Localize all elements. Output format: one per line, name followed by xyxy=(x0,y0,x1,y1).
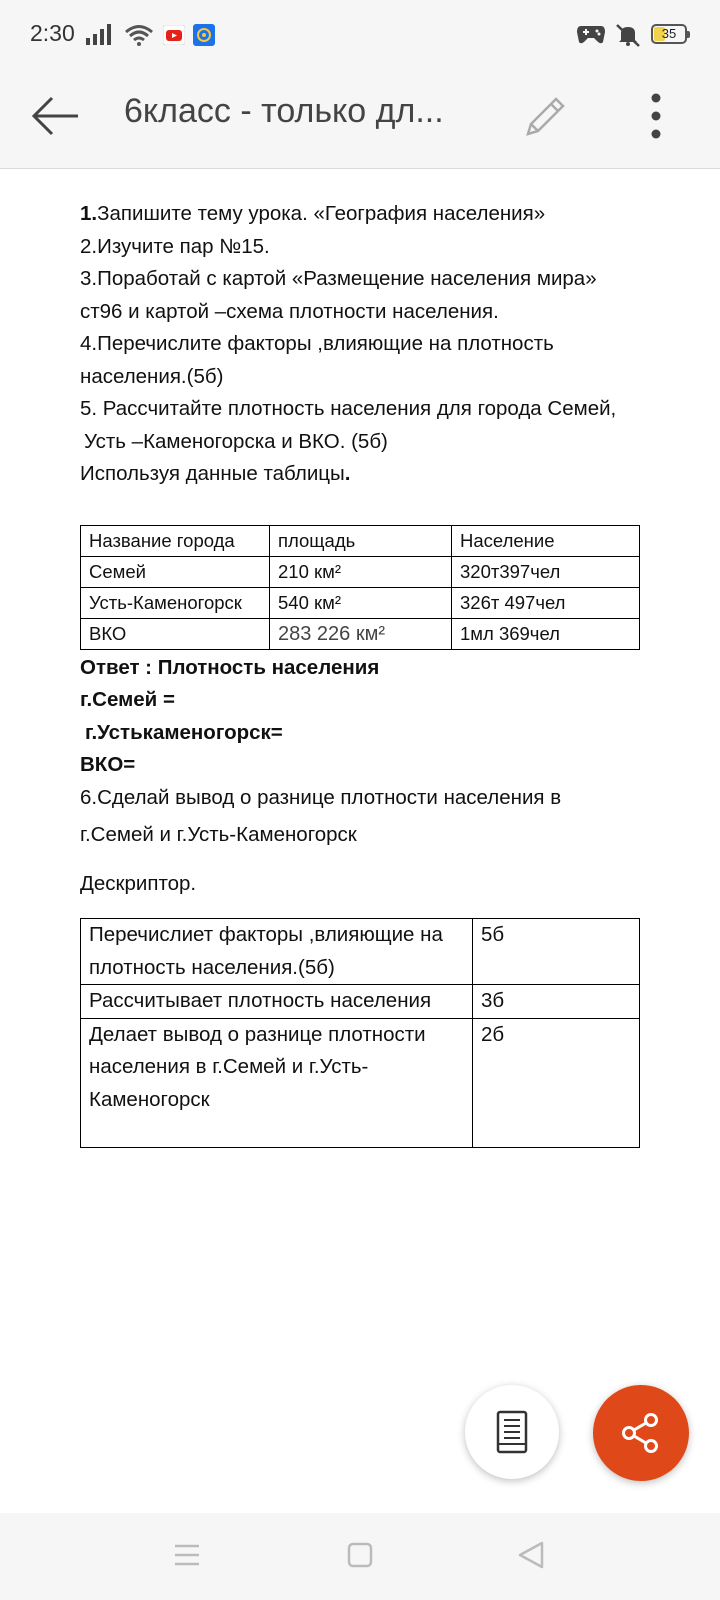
table-cell: 540 км² xyxy=(270,587,452,618)
table-cell: Семей xyxy=(81,556,270,587)
mail-icon xyxy=(193,24,215,46)
table-cell: Рассчитывает плотность населения xyxy=(81,985,473,1019)
battery-icon xyxy=(651,24,687,44)
status-bar xyxy=(0,0,720,70)
table-cell: 283 226 км² xyxy=(270,618,452,649)
task-5-note-dot: . xyxy=(344,462,351,485)
table-cell: Перечислиет факторы ,влияющие на плотность населения.(5б) xyxy=(81,919,473,985)
table-cell: ВКО xyxy=(81,618,270,649)
table-cell: 210 км² xyxy=(270,556,452,587)
task-1-number: 1. xyxy=(80,202,98,225)
task-6-cont: г.Семей и г.Усть-Каменогорск xyxy=(80,823,357,846)
task-5: 5. Рассчитайте плотность населения для города Семей, xyxy=(80,397,617,420)
task-5-cont: Усть –Каменогорска и ВКО. (5б) xyxy=(84,429,388,453)
table-header-cell: площадь xyxy=(270,525,452,556)
task-2: 2.Изучите пар №15. xyxy=(80,234,270,258)
back-icon[interactable] xyxy=(517,1540,545,1570)
signal-icon xyxy=(86,24,114,46)
table-cell: Делает вывод о разнице плотности населения в г.Семей и г.Усть-Каменогорск xyxy=(81,1018,473,1147)
table-cell: Усть-Каменогорск xyxy=(81,587,270,618)
task-4: 4.Перечислите факторы ,влияющие на плотность населения.(5б) xyxy=(80,332,554,388)
document-page xyxy=(80,198,640,1148)
table-cell: 5б xyxy=(473,919,640,985)
share-icon xyxy=(619,1411,663,1455)
task-1-text: Запишите тему урока. «География населения» xyxy=(97,202,546,225)
answer-semey: г.Семей = xyxy=(80,688,175,711)
answer-vko: ВКО= xyxy=(80,753,136,776)
app-bar xyxy=(0,70,720,169)
mute-icon xyxy=(614,22,642,48)
document-mode-button[interactable] xyxy=(465,1385,559,1479)
task-5-note xyxy=(80,458,640,491)
table-row xyxy=(81,556,640,587)
edit-button[interactable] xyxy=(518,88,574,144)
descriptor-title: Дескриптор. xyxy=(80,871,197,895)
descriptor-table xyxy=(80,918,640,1148)
table-row xyxy=(81,985,640,1019)
wifi-icon xyxy=(124,24,154,46)
game-icon xyxy=(576,22,606,46)
more-options-button[interactable] xyxy=(636,88,676,144)
document-icon xyxy=(495,1410,529,1454)
answer-block xyxy=(80,652,640,782)
table-header-cell: Население xyxy=(452,525,640,556)
table-row xyxy=(81,587,640,618)
arrow-left-icon xyxy=(28,88,84,144)
task-5-note-text: Используя данные таблицы xyxy=(80,462,345,485)
table-header-row xyxy=(81,525,640,556)
menu-icon[interactable] xyxy=(174,1543,200,1567)
table-cell: 2б xyxy=(473,1018,640,1147)
table-cell: 1мл 369чел xyxy=(452,618,640,649)
answer-title: Ответ : Плотность населения xyxy=(80,655,380,679)
table-header-cell: Название города xyxy=(81,525,270,556)
youtube-icon xyxy=(163,25,185,45)
page-title: 6класс - только дл... xyxy=(124,92,444,130)
pencil-icon xyxy=(518,88,574,144)
table-row xyxy=(81,618,640,649)
system-nav-bar xyxy=(0,1513,720,1600)
answer-ustkamenogorsk: г.Устькаменогорск= xyxy=(85,720,283,744)
back-button[interactable] xyxy=(28,88,84,144)
table-cell: 326т 497чел xyxy=(452,587,640,618)
home-icon[interactable] xyxy=(347,1542,373,1568)
battery-percent: 35 xyxy=(661,26,677,41)
table-row xyxy=(81,1018,640,1147)
table-row xyxy=(81,919,640,985)
status-time: 2:30 xyxy=(30,20,75,46)
task-1 xyxy=(80,198,640,231)
share-button[interactable] xyxy=(593,1385,689,1481)
city-table xyxy=(80,525,640,650)
table-cell: 3б xyxy=(473,985,640,1019)
task-3: 3.Поработай с картой «Размещение населения мира» ст96 и картой –схема плотности населения. xyxy=(80,267,597,323)
more-vert-icon xyxy=(636,88,676,144)
task-6: 6.Сделай вывод о разнице плотности населения в xyxy=(80,785,562,809)
table-cell: 320т397чел xyxy=(452,556,640,587)
